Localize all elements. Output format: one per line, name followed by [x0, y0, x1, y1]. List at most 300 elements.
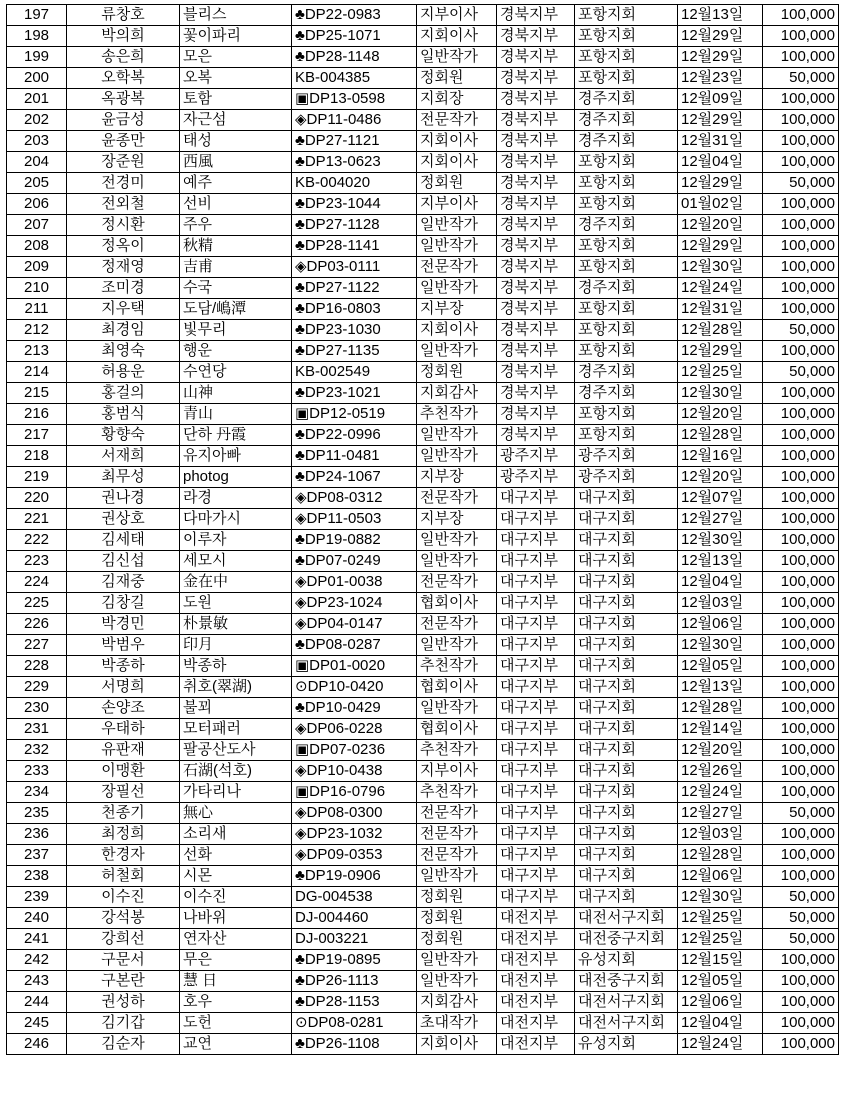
member-fee-table	[6, 4, 839, 1055]
cell-code: ◈DP23-1032	[292, 824, 417, 845]
cell-code: ⊙DP10-0420	[292, 677, 417, 698]
cell-alias: 慧 日	[180, 971, 292, 992]
cell-amount: 100,000	[763, 278, 839, 299]
cell-name: 구문서	[67, 950, 180, 971]
cell-date: 12월30일	[678, 383, 763, 404]
cell-no: 233	[7, 761, 67, 782]
cell-chapter: 대구지회	[575, 761, 678, 782]
cell-chapter: 포항지회	[575, 425, 678, 446]
cell-chapter: 대전서구지회	[575, 992, 678, 1013]
cell-code: ♣DP16-0803	[292, 299, 417, 320]
cell-amount: 100,000	[763, 47, 839, 68]
cell-date: 12월03일	[678, 593, 763, 614]
cell-name: 권나경	[67, 488, 180, 509]
cell-alias: 수연당	[180, 362, 292, 383]
cell-grade: 정회원	[417, 68, 497, 89]
cell-name: 박경민	[67, 614, 180, 635]
cell-amount: 100,000	[763, 89, 839, 110]
table-row	[7, 131, 839, 152]
cell-no: 228	[7, 656, 67, 677]
cell-code: ♣DP23-1044	[292, 194, 417, 215]
cell-amount: 100,000	[763, 971, 839, 992]
table-row	[7, 5, 839, 26]
cell-code: ▣DP12-0519	[292, 404, 417, 425]
cell-date: 12월06일	[678, 866, 763, 887]
cell-grade: 일반작가	[417, 215, 497, 236]
table-row	[7, 635, 839, 656]
cell-alias: 교연	[180, 1034, 292, 1055]
cell-date: 12월29일	[678, 173, 763, 194]
cell-name: 전외철	[67, 194, 180, 215]
cell-date: 12월29일	[678, 236, 763, 257]
cell-no: 216	[7, 404, 67, 425]
cell-branch: 경북지부	[497, 404, 575, 425]
cell-date: 12월24일	[678, 782, 763, 803]
cell-name: 정옥이	[67, 236, 180, 257]
cell-amount: 100,000	[763, 341, 839, 362]
cell-grade: 일반작가	[417, 341, 497, 362]
cell-chapter: 대구지회	[575, 803, 678, 824]
cell-alias: 青山	[180, 404, 292, 425]
cell-grade: 전문작가	[417, 257, 497, 278]
table-row	[7, 425, 839, 446]
cell-code: ⊙DP08-0281	[292, 1013, 417, 1034]
cell-grade: 지회감사	[417, 383, 497, 404]
cell-date: 12월25일	[678, 908, 763, 929]
cell-chapter: 포항지회	[575, 194, 678, 215]
cell-grade: 정회원	[417, 362, 497, 383]
cell-chapter: 경주지회	[575, 215, 678, 236]
cell-chapter: 대구지회	[575, 887, 678, 908]
cell-date: 12월13일	[678, 5, 763, 26]
cell-no: 212	[7, 320, 67, 341]
cell-branch: 경북지부	[497, 215, 575, 236]
cell-branch: 경북지부	[497, 68, 575, 89]
cell-alias: 秋精	[180, 236, 292, 257]
cell-chapter: 대구지회	[575, 698, 678, 719]
table-row	[7, 845, 839, 866]
cell-chapter: 포항지회	[575, 341, 678, 362]
cell-code: ♣DP27-1122	[292, 278, 417, 299]
cell-chapter: 광주지회	[575, 467, 678, 488]
cell-name: 최무성	[67, 467, 180, 488]
cell-amount: 100,000	[763, 572, 839, 593]
cell-alias: 수국	[180, 278, 292, 299]
table-row	[7, 299, 839, 320]
cell-grade: 전문작가	[417, 845, 497, 866]
cell-alias: 연자산	[180, 929, 292, 950]
cell-date: 12월24일	[678, 278, 763, 299]
cell-amount: 100,000	[763, 446, 839, 467]
cell-branch: 대구지부	[497, 761, 575, 782]
cell-grade: 정회원	[417, 908, 497, 929]
cell-no: 241	[7, 929, 67, 950]
cell-alias: 세모시	[180, 551, 292, 572]
cell-chapter: 포항지회	[575, 26, 678, 47]
cell-amount: 100,000	[763, 719, 839, 740]
cell-name: 김기갑	[67, 1013, 180, 1034]
cell-chapter: 대구지회	[575, 572, 678, 593]
cell-date: 12월27일	[678, 803, 763, 824]
cell-alias: 오복	[180, 68, 292, 89]
cell-grade: 지회이사	[417, 1034, 497, 1055]
cell-no: 222	[7, 530, 67, 551]
cell-no: 219	[7, 467, 67, 488]
cell-code: ▣DP13-0598	[292, 89, 417, 110]
cell-chapter: 대구지회	[575, 593, 678, 614]
cell-alias: 호우	[180, 992, 292, 1013]
cell-code: ♣DP22-0983	[292, 5, 417, 26]
cell-amount: 100,000	[763, 845, 839, 866]
cell-amount: 100,000	[763, 5, 839, 26]
cell-branch: 대전지부	[497, 971, 575, 992]
cell-amount: 50,000	[763, 908, 839, 929]
cell-name: 전경미	[67, 173, 180, 194]
cell-amount: 100,000	[763, 866, 839, 887]
cell-name: 김신섭	[67, 551, 180, 572]
cell-date: 12월30일	[678, 257, 763, 278]
cell-name: 홍범식	[67, 404, 180, 425]
cell-name: 허철회	[67, 866, 180, 887]
cell-code: ♣DP19-0882	[292, 530, 417, 551]
cell-amount: 100,000	[763, 215, 839, 236]
cell-code: ♣DP22-0996	[292, 425, 417, 446]
cell-alias: 빛무리	[180, 320, 292, 341]
cell-no: 220	[7, 488, 67, 509]
cell-amount: 100,000	[763, 1013, 839, 1034]
cell-name: 구본란	[67, 971, 180, 992]
cell-grade: 정회원	[417, 929, 497, 950]
cell-grade: 초대작가	[417, 1013, 497, 1034]
table-row	[7, 236, 839, 257]
cell-alias: 선화	[180, 845, 292, 866]
cell-code: ♣DP28-1148	[292, 47, 417, 68]
cell-alias: 자근섬	[180, 110, 292, 131]
cell-code: ◈DP06-0228	[292, 719, 417, 740]
cell-date: 12월14일	[678, 719, 763, 740]
cell-chapter: 대전서구지회	[575, 1013, 678, 1034]
cell-chapter: 대구지회	[575, 740, 678, 761]
cell-name: 이수진	[67, 887, 180, 908]
cell-alias: 블리스	[180, 5, 292, 26]
cell-alias: 印月	[180, 635, 292, 656]
cell-name: 최정희	[67, 824, 180, 845]
cell-no: 234	[7, 782, 67, 803]
cell-no: 242	[7, 950, 67, 971]
cell-chapter: 포항지회	[575, 299, 678, 320]
cell-alias: 주우	[180, 215, 292, 236]
cell-branch: 경북지부	[497, 194, 575, 215]
table-row	[7, 971, 839, 992]
cell-amount: 100,000	[763, 950, 839, 971]
cell-no: 203	[7, 131, 67, 152]
cell-chapter: 포항지회	[575, 152, 678, 173]
cell-no: 225	[7, 593, 67, 614]
cell-code: ♣DP07-0249	[292, 551, 417, 572]
cell-no: 201	[7, 89, 67, 110]
cell-date: 12월26일	[678, 761, 763, 782]
cell-code: DJ-004460	[292, 908, 417, 929]
cell-alias: 토함	[180, 89, 292, 110]
cell-no: 243	[7, 971, 67, 992]
table-row	[7, 89, 839, 110]
cell-amount: 100,000	[763, 299, 839, 320]
table-row	[7, 551, 839, 572]
cell-name: 한경자	[67, 845, 180, 866]
cell-date: 12월30일	[678, 887, 763, 908]
table-row	[7, 929, 839, 950]
cell-grade: 지회장	[417, 89, 497, 110]
table-row	[7, 677, 839, 698]
cell-branch: 대구지부	[497, 719, 575, 740]
cell-amount: 100,000	[763, 131, 839, 152]
cell-branch: 대구지부	[497, 698, 575, 719]
cell-grade: 협회이사	[417, 593, 497, 614]
cell-code: ♣DP26-1108	[292, 1034, 417, 1055]
cell-alias: 꽃이파리	[180, 26, 292, 47]
cell-no: 226	[7, 614, 67, 635]
cell-name: 박의희	[67, 26, 180, 47]
cell-code: ♣DP23-1021	[292, 383, 417, 404]
cell-no: 232	[7, 740, 67, 761]
cell-grade: 지회감사	[417, 992, 497, 1013]
cell-alias: 유지아빠	[180, 446, 292, 467]
cell-code: KB-004385	[292, 68, 417, 89]
cell-grade: 지부이사	[417, 761, 497, 782]
table-row	[7, 614, 839, 635]
table-row	[7, 47, 839, 68]
cell-date: 12월20일	[678, 467, 763, 488]
cell-chapter: 유성지회	[575, 950, 678, 971]
cell-amount: 100,000	[763, 152, 839, 173]
cell-date: 12월03일	[678, 824, 763, 845]
cell-grade: 일반작가	[417, 236, 497, 257]
cell-branch: 대구지부	[497, 635, 575, 656]
cell-name: 김순자	[67, 1034, 180, 1055]
table-row	[7, 173, 839, 194]
cell-chapter: 포항지회	[575, 404, 678, 425]
cell-alias: 태성	[180, 131, 292, 152]
cell-grade: 일반작가	[417, 530, 497, 551]
table-row	[7, 950, 839, 971]
cell-no: 245	[7, 1013, 67, 1034]
cell-alias: 나바위	[180, 908, 292, 929]
cell-code: ♣DP13-0623	[292, 152, 417, 173]
cell-amount: 100,000	[763, 509, 839, 530]
cell-amount: 100,000	[763, 236, 839, 257]
cell-branch: 대구지부	[497, 656, 575, 677]
cell-name: 장준원	[67, 152, 180, 173]
cell-branch: 대구지부	[497, 740, 575, 761]
table-row	[7, 887, 839, 908]
table-row	[7, 383, 839, 404]
cell-grade: 협회이사	[417, 719, 497, 740]
cell-name: 허용운	[67, 362, 180, 383]
cell-no: 230	[7, 698, 67, 719]
cell-grade: 지부장	[417, 509, 497, 530]
cell-no: 209	[7, 257, 67, 278]
cell-name: 장필선	[67, 782, 180, 803]
cell-amount: 100,000	[763, 194, 839, 215]
cell-amount: 100,000	[763, 824, 839, 845]
table-row	[7, 341, 839, 362]
table-body	[7, 5, 839, 1055]
cell-name: 이맹환	[67, 761, 180, 782]
table-row	[7, 761, 839, 782]
cell-alias: 吉甫	[180, 257, 292, 278]
cell-date: 12월16일	[678, 446, 763, 467]
cell-branch: 경북지부	[497, 89, 575, 110]
cell-code: ♣DP27-1128	[292, 215, 417, 236]
cell-chapter: 광주지회	[575, 446, 678, 467]
cell-grade: 정회원	[417, 173, 497, 194]
cell-alias: 金在中	[180, 572, 292, 593]
cell-name: 김세태	[67, 530, 180, 551]
cell-branch: 대구지부	[497, 530, 575, 551]
cell-name: 천종기	[67, 803, 180, 824]
cell-code: ◈DP04-0147	[292, 614, 417, 635]
table-row	[7, 782, 839, 803]
cell-date: 12월31일	[678, 131, 763, 152]
cell-branch: 경북지부	[497, 173, 575, 194]
cell-name: 권상호	[67, 509, 180, 530]
cell-branch: 경북지부	[497, 299, 575, 320]
cell-no: 235	[7, 803, 67, 824]
cell-branch: 경북지부	[497, 425, 575, 446]
cell-branch: 경북지부	[497, 278, 575, 299]
cell-no: 221	[7, 509, 67, 530]
cell-branch: 대구지부	[497, 488, 575, 509]
cell-no: 214	[7, 362, 67, 383]
cell-grade: 지회이사	[417, 320, 497, 341]
cell-date: 12월30일	[678, 530, 763, 551]
cell-grade: 추천작가	[417, 740, 497, 761]
cell-chapter: 대구지회	[575, 866, 678, 887]
cell-name: 김창길	[67, 593, 180, 614]
cell-branch: 대구지부	[497, 866, 575, 887]
cell-amount: 50,000	[763, 803, 839, 824]
cell-branch: 대전지부	[497, 950, 575, 971]
cell-code: ◈DP03-0111	[292, 257, 417, 278]
cell-date: 12월06일	[678, 614, 763, 635]
table-row	[7, 320, 839, 341]
cell-grade: 전문작가	[417, 110, 497, 131]
cell-name: 손양조	[67, 698, 180, 719]
cell-chapter: 경주지회	[575, 383, 678, 404]
cell-date: 12월13일	[678, 551, 763, 572]
cell-chapter: 대구지회	[575, 488, 678, 509]
cell-amount: 100,000	[763, 26, 839, 47]
cell-no: 223	[7, 551, 67, 572]
cell-no: 211	[7, 299, 67, 320]
cell-date: 12월29일	[678, 110, 763, 131]
cell-grade: 지회이사	[417, 26, 497, 47]
cell-grade: 전문작가	[417, 488, 497, 509]
cell-date: 12월15일	[678, 950, 763, 971]
cell-amount: 100,000	[763, 761, 839, 782]
cell-chapter: 대구지회	[575, 656, 678, 677]
cell-alias: 모은	[180, 47, 292, 68]
cell-alias: 팔공산도사	[180, 740, 292, 761]
cell-chapter: 대구지회	[575, 719, 678, 740]
cell-date: 12월28일	[678, 320, 763, 341]
cell-grade: 지부이사	[417, 194, 497, 215]
cell-amount: 100,000	[763, 782, 839, 803]
cell-alias: 이수진	[180, 887, 292, 908]
cell-no: 239	[7, 887, 67, 908]
cell-no: 205	[7, 173, 67, 194]
cell-amount: 100,000	[763, 257, 839, 278]
cell-alias: 단하 丹霞	[180, 425, 292, 446]
cell-chapter: 포항지회	[575, 257, 678, 278]
cell-alias: 모터패러	[180, 719, 292, 740]
table-row	[7, 362, 839, 383]
cell-alias: 행운	[180, 341, 292, 362]
cell-amount: 100,000	[763, 488, 839, 509]
cell-alias: 취호(翠湖)	[180, 677, 292, 698]
cell-amount: 100,000	[763, 425, 839, 446]
cell-grade: 일반작가	[417, 425, 497, 446]
cell-code: ♣DP28-1141	[292, 236, 417, 257]
cell-amount: 100,000	[763, 110, 839, 131]
table-row	[7, 68, 839, 89]
cell-branch: 대전지부	[497, 1034, 575, 1055]
cell-grade: 일반작가	[417, 950, 497, 971]
cell-alias: 선비	[180, 194, 292, 215]
table-row	[7, 194, 839, 215]
cell-code: ♣DP27-1121	[292, 131, 417, 152]
table-row	[7, 593, 839, 614]
cell-code: ♣DP28-1153	[292, 992, 417, 1013]
cell-name: 권성하	[67, 992, 180, 1013]
cell-code: ◈DP08-0312	[292, 488, 417, 509]
cell-no: 207	[7, 215, 67, 236]
cell-chapter: 포항지회	[575, 236, 678, 257]
cell-name: 서재희	[67, 446, 180, 467]
cell-date: 12월05일	[678, 971, 763, 992]
cell-amount: 100,000	[763, 383, 839, 404]
cell-branch: 대전지부	[497, 992, 575, 1013]
cell-code: ▣DP16-0796	[292, 782, 417, 803]
cell-no: 218	[7, 446, 67, 467]
cell-amount: 50,000	[763, 173, 839, 194]
cell-no: 236	[7, 824, 67, 845]
table-row	[7, 908, 839, 929]
cell-name: 오학복	[67, 68, 180, 89]
cell-name: 박종하	[67, 656, 180, 677]
cell-branch: 경북지부	[497, 131, 575, 152]
table-row	[7, 1013, 839, 1034]
cell-grade: 지부장	[417, 299, 497, 320]
cell-grade: 일반작가	[417, 698, 497, 719]
cell-date: 12월27일	[678, 509, 763, 530]
cell-grade: 일반작가	[417, 278, 497, 299]
cell-code: ♣DP24-1067	[292, 467, 417, 488]
cell-name: 류창호	[67, 5, 180, 26]
table-row	[7, 446, 839, 467]
cell-amount: 100,000	[763, 614, 839, 635]
cell-code: KB-004020	[292, 173, 417, 194]
cell-amount: 100,000	[763, 698, 839, 719]
cell-alias: 無心	[180, 803, 292, 824]
cell-amount: 50,000	[763, 320, 839, 341]
cell-branch: 대구지부	[497, 677, 575, 698]
cell-branch: 대전지부	[497, 908, 575, 929]
cell-date: 12월04일	[678, 572, 763, 593]
cell-code: ♣DP11-0481	[292, 446, 417, 467]
cell-date: 12월30일	[678, 635, 763, 656]
cell-amount: 100,000	[763, 1034, 839, 1055]
